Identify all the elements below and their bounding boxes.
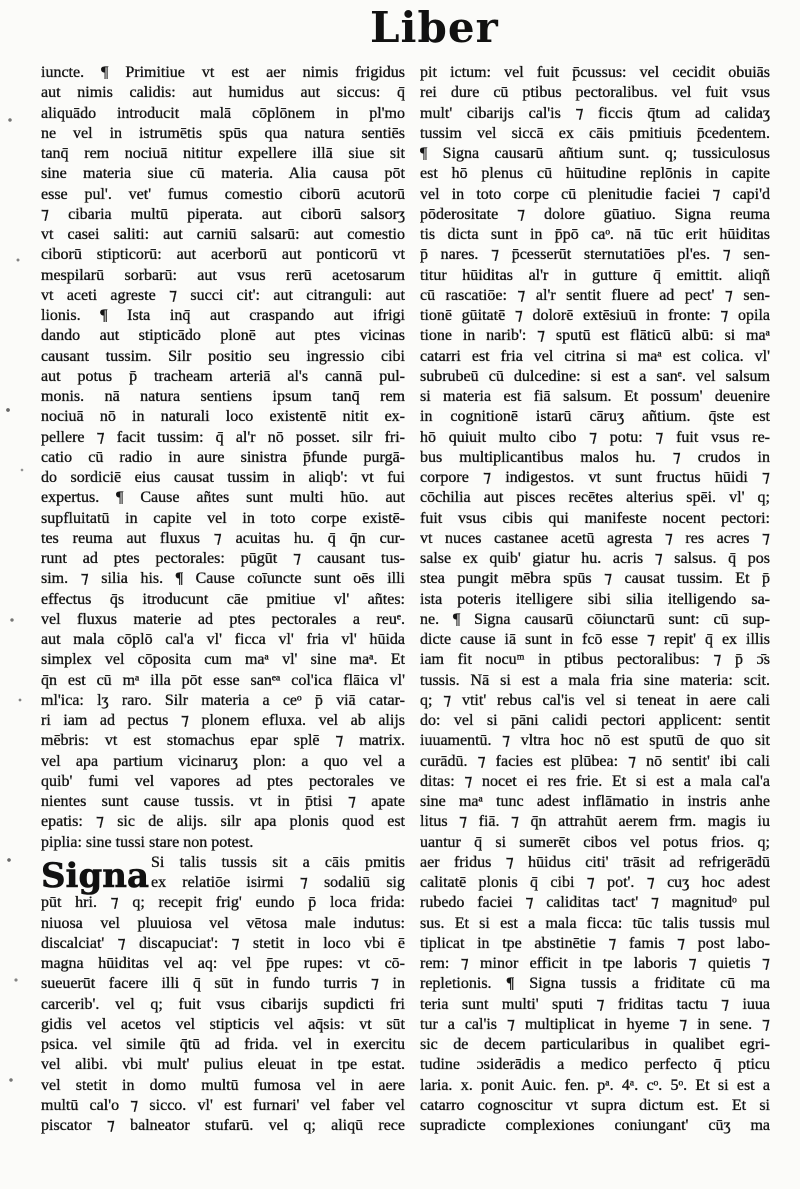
text-line: ne. ¶ Signa causarū cōiunctarū sunt: cū sup- bbox=[420, 610, 770, 628]
text-line: lionis. ¶ Ista inq̄ aut craspando aut ifrigi bbox=[41, 307, 405, 324]
text-line: monis. nā natura sentiens ipsum tanq̄ rem bbox=[41, 388, 405, 405]
text-line: iam fit nocuᵐ in ptibus pectoralibus: ⁊ p̄ ɔ̄s bbox=[420, 651, 770, 669]
text-line: nociuā nō in naturali loco existentē nitit ex- bbox=[41, 408, 405, 426]
text-line: est hō plenus cū hūitudine replōnis in capite bbox=[420, 165, 770, 183]
text-line: ditas: ⁊ nocet ei res frie. Et si est a mala cal'a bbox=[420, 772, 770, 790]
text-line: subrubeū cū dulcedine: si est a sanᵉ. vel salsum bbox=[420, 367, 770, 385]
text-line: mespilarū sorbarū: aut vsus rerū acetosarum bbox=[41, 266, 405, 284]
text-line: cū rascatiōe: ⁊ al'r sentit fluere ad pect' ⁊ sen- bbox=[420, 286, 770, 304]
text-line: ¶ Signa causarū añtium sunt. q; tussiculosus bbox=[420, 145, 770, 162]
section-initial: Signa bbox=[41, 855, 149, 896]
text-line: repletionis. ¶ Signa tussis a friditate cū ma bbox=[420, 975, 770, 993]
text-line: tione in narib': ⁊ sputū est flāticū albū: si maᵃ bbox=[420, 327, 770, 345]
text-line: ml'ica: lʒ raro. Silr materia a ceᵒ p̄ viā catar- bbox=[41, 691, 405, 709]
text-line: calitatē plonis q̄ cibi ⁊ pot'. ⁊ cuʒ hoc adest bbox=[420, 874, 770, 891]
text-line: tanq̄ rem nociuā nititur expellere illā siue sit bbox=[41, 145, 405, 162]
text-line: sueuerūt facere illi q̄ sūt in fundo turris ⁊ in bbox=[41, 975, 405, 993]
text-line: do sordiciē eius causat tussim in aliqb': vt fui bbox=[41, 469, 405, 486]
text-line: aut mala cōplō cal'a vl' ficca vl' fria vl' hūida bbox=[41, 631, 405, 648]
text-line: pellere ⁊ facit tussim: q̄ al'r nō posset. silr fri- bbox=[41, 428, 405, 446]
text-line: quib' fumi vel vapores ad ptes pectorales ve bbox=[41, 772, 405, 790]
text-line: niuosa vel pluuiosa vel vētosa male indutus: bbox=[41, 914, 405, 932]
text-line: carcerib'. vel q; fuit vsus cibarijs supdicti fri bbox=[41, 995, 405, 1013]
text-line: aliquādo introducit malā cōplōnem in pl'mo bbox=[41, 104, 405, 122]
text-line: expertus. ¶ Cause añtes sunt multi hūo. aut bbox=[41, 489, 405, 507]
text-line: pit ictum: vel fuit p̄cussus: vel cecidit obuiās bbox=[420, 64, 770, 81]
text-line: sine materia siue cū materia. Alia causa pōt bbox=[41, 165, 405, 183]
text-line: stea pungit mēbra spūs ⁊ causat tussim. Et p̄ bbox=[420, 570, 770, 588]
text-line: esse pul'. vet' fumus comestio ciborū acutorū bbox=[41, 185, 405, 203]
text-line: fuit vsus cibis qui manifeste nocent pectori: bbox=[420, 509, 770, 527]
scan-edge-specks bbox=[0, 0, 34, 1189]
text-line: teria sunt multi' sputi ⁊ friditas tactu ⁊ iuua bbox=[420, 995, 770, 1013]
text-line: Si talis tussis sit a cāis pmitis bbox=[151, 853, 405, 871]
text-line: vel fluxus materie ad ptes pectorales a reuᵉ. bbox=[41, 610, 405, 628]
text-line: iuuamentū. ⁊ vltra hoc nō est sputū de quo sit bbox=[420, 732, 770, 750]
text-line: p̄ nares. ⁊ p̄cesserūt sternutatiōes pl'es. ⁊ sen- bbox=[420, 246, 770, 264]
text-line: supfluitatū in capite vel in toto corpe existē- bbox=[41, 509, 405, 527]
text-line: si materia est fiā salsum. Et possum' deuenire bbox=[420, 388, 770, 405]
text-line: piplia: sine tussi stare non potest. bbox=[41, 833, 254, 851]
running-head: Liber bbox=[370, 3, 499, 52]
text-line: pūt hri. ⁊ q; recepit frig' eundo p̄ loca frida: bbox=[41, 894, 405, 912]
text-line: tis dicta sunt in p̄pō caᵒ. nā tūc erit hūiditas bbox=[420, 226, 770, 243]
text-line: ex relatiōe isirmi ⁊ sodaliū sig bbox=[151, 874, 405, 891]
text-line: ciborū stipticorū: aut acerborū aut ponticorū vt bbox=[41, 246, 405, 264]
text-line: do: vel si pāni calidi pectori applicent: sentit bbox=[420, 712, 770, 729]
text-line: rem: ⁊ minor efficit in tpe laboris ⁊ quietis ⁊ bbox=[420, 955, 770, 972]
text-line: aut potus p̄ tracheam arteriā al's cannā pul- bbox=[41, 367, 405, 385]
text-line: bus multiplicantibus malos hu. ⁊ crudos in bbox=[420, 448, 770, 466]
text-line: mult' cibarijs cal'is ⁊ ficcis q̄tum ad calidaʒ bbox=[420, 104, 770, 122]
text-line: tussis. Nā si est a mala fria sine materia: scit. bbox=[420, 671, 770, 689]
text-line: multū cal'o ⁊ sicco. vl' est furnari' vel faber vel bbox=[41, 1096, 405, 1114]
text-line: rei dure cū ptibus pectoralibus. vel fuit vsus bbox=[420, 84, 770, 102]
text-line: catio cū radio in aure sinistra p̄funde purgā- bbox=[41, 448, 405, 466]
left-column bbox=[41, 63, 405, 1136]
text-line: tes reuma aut fluxus ⁊ acuitas hu. q̄ q̄n cur- bbox=[41, 529, 405, 547]
signa-section bbox=[41, 853, 405, 1137]
right-column bbox=[420, 63, 770, 1136]
text-line: mēbris: vt est stomachus epar splē ⁊ matrix. bbox=[41, 732, 405, 750]
text-line: laria. x. ponit Auic. fen. pᵃ. 4ᵃ. cᵒ. 5ᵒ. Et si est a bbox=[420, 1076, 770, 1094]
text-line: sus. Et si est a mala ficca: tūc talis tussis mul bbox=[420, 914, 770, 932]
text-line: vt casei saliti: aut carniū salsarū: aut comestio bbox=[41, 226, 405, 243]
text-line: sine maᵃ tunc adest inflāmatio in instris anhe bbox=[420, 793, 770, 810]
text-line: q; ⁊ vtit' rebus cal'is vel si teneat in aere cali bbox=[420, 691, 770, 709]
text-line: corpore ⁊ indigestos. vt sunt fructus hūidi ⁊ bbox=[420, 469, 770, 486]
text-line: gidis vel acetos vel stipticis vel aq̄sis: vt sūt bbox=[41, 1015, 405, 1033]
text-line: dando aut stipticādo plonē aut ptes vicinas bbox=[41, 327, 405, 345]
text-line: tussim vel siccā ex cāis pmitiuis p̄cedentem. bbox=[420, 124, 770, 142]
text-line: psica. vel simile q̄tū ad frida. vel in exercitu bbox=[41, 1036, 405, 1053]
text-line: hō quiuit multo cibo ⁊ potu: ⁊ fuit vsus re- bbox=[420, 428, 770, 446]
text-line: catarri est fria vel citrina si maᵃ est colica. vl' bbox=[420, 347, 770, 365]
text-line: uantur q̄ si sumerēt cibos vel potus frios. q; bbox=[420, 833, 770, 851]
text-line: ista poteris itelligere sibi silia itelligendo sa- bbox=[420, 590, 770, 608]
text-line: discalciat' ⁊ discapuciat': ⁊ stetit in loco vbi ē bbox=[41, 934, 405, 952]
text-line: salse ex quib' giatur hu. acris ⁊ salsus. q̄ pos bbox=[420, 550, 770, 567]
text-line: rubedo faciei ⁊ caliditas tact' ⁊ magnitudᵒ pul bbox=[420, 894, 770, 912]
text-line: effectus q̄s itroducunt cāe pmitiue vl' añtes: bbox=[41, 590, 405, 608]
text-line: ri iam ad pectus ⁊ plonem efluxa. vel ab alijs bbox=[41, 712, 405, 729]
text-line: supradicte complexiones coniungant' cūʒ ma bbox=[420, 1117, 770, 1134]
left-column-text bbox=[41, 63, 405, 853]
text-line: vel in toto corpe cū plenitudie faciei ⁊ capi'd bbox=[420, 185, 770, 203]
text-line: vt aceti agreste ⁊ succi cit': aut citranguli: aut bbox=[41, 286, 405, 304]
text-line: ⁊ cibaria multū piperata. aut ciborū salsorʒ bbox=[41, 205, 405, 223]
text-line: causant tussim. Silr positio seu ingressio cibi bbox=[41, 347, 405, 365]
text-line: nientes sunt cause tussis. vt in p̄tisi ⁊ apate bbox=[41, 793, 405, 810]
text-line: in cognitionē istarū cāruʒ añtium. q̄ste est bbox=[420, 408, 770, 426]
text-line: litus ⁊ fiā. ⁊ q̄n attrahūt aerem frm. magis iu bbox=[420, 813, 770, 831]
text-line: aut nimis calidis: aut humidus aut siccus: q̄ bbox=[41, 84, 405, 102]
text-line: q̄n est cū mᵃ illa pōt esse sanᵉᵃ col'ica flāica vl' bbox=[41, 671, 405, 689]
text-line: tur a cal'is ⁊ multiplicat in hyeme ⁊ in sene. ⁊ bbox=[420, 1015, 770, 1033]
text-line: dicte cause iā sunt in fcō esse ⁊ repit' q̄ ex illis bbox=[420, 631, 770, 648]
text-line: vel alibi. vbi mult' pulius eleuat in tpe estat. bbox=[41, 1056, 405, 1074]
text-line: tudine ɔsiderādis a medico perfecto q̄ pticu bbox=[420, 1056, 770, 1074]
text-line: tionē gūitatē ⁊ dolorē extēsiuū in fronte: ⁊ opila bbox=[420, 307, 770, 324]
text-line: curādū. ⁊ facies est plūbea: ⁊ nō sentit' ibi cali bbox=[420, 752, 770, 770]
text-line: piscator ⁊ balneator stufarū. vel q; aliqū rece bbox=[41, 1117, 405, 1134]
text-line: runt ad ptes pectorales: pūgūt ⁊ causant tus- bbox=[41, 550, 405, 567]
text-line: tiplicat in tpe abstinētie ⁊ famis ⁊ post labo- bbox=[420, 934, 770, 952]
text-line: simplex vel cōposita cum maᵃ vl' sine maᵃ. Et bbox=[41, 651, 405, 669]
text-line: sic de decem particularibus in qualibet egri- bbox=[420, 1036, 770, 1053]
text-line: sim. ⁊ silia his. ¶ Cause coīuncte sunt oēs illi bbox=[41, 570, 405, 588]
text-line: vel apa partium vicinaruʒ plon: a quo vel a bbox=[41, 752, 405, 770]
text-line: iuncte. ¶ Primitiue vt est aer nimis frigidus bbox=[41, 64, 405, 81]
text-line: catarro cognoscitur vt supra dictum est. Et si bbox=[420, 1096, 770, 1114]
text-line: pōderositate ⁊ dolore gūatiuo. Signa reuma bbox=[420, 205, 770, 223]
text-line: epatis: ⁊ sic de alijs. silr apa plonis quod est bbox=[41, 813, 405, 831]
text-line: magna hūiditas vel aq: vel p̄pe rupes: vt cō- bbox=[41, 955, 405, 972]
text-line: vt nuces castanee acetū agresta ⁊ res acres ⁊ bbox=[420, 529, 770, 547]
text-line: cōchilia aut pisces recētes alterius spēi. vl' q; bbox=[420, 489, 770, 507]
text-line: aer fridus ⁊ hūidus citi' trāsit ad refrigerādū bbox=[420, 853, 770, 871]
text-line: vel stetit in domo multū fumosa vel in aere bbox=[41, 1076, 405, 1094]
text-line: ne vel in istrumētis spūs qua natura sentiēs bbox=[41, 124, 405, 142]
text-line: titur hūiditas al'r in gutture q̄ emittit. aliqñ bbox=[420, 266, 770, 284]
